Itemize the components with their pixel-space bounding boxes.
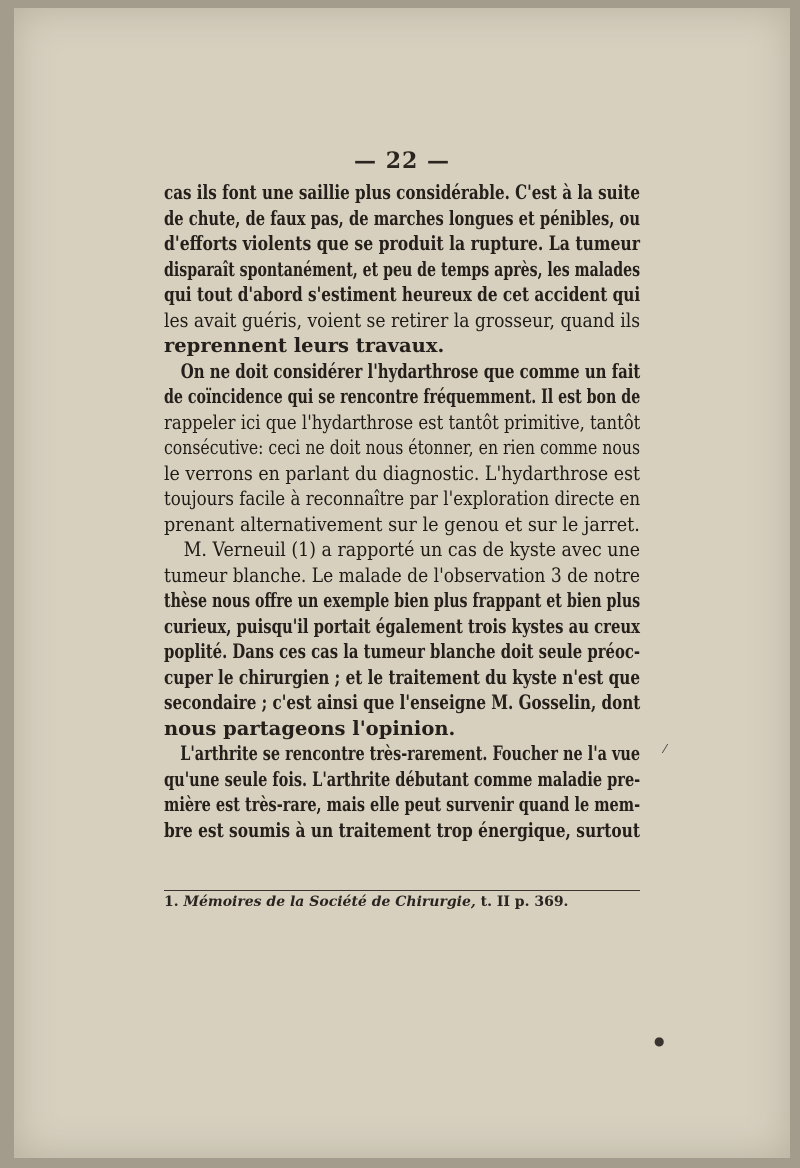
text-line: nous partageons l'opinion.: [164, 716, 456, 740]
text-line: cuper le chirurgien ; et le traitement du kyste n'est que: [164, 665, 641, 689]
text-line: reprennent leurs travaux.: [164, 334, 445, 357]
text-line: rappeler ici que l'hydarthrose est tantôt primitive, tantôt: [164, 410, 641, 434]
text-line: consécutive: ceci ne doit nous étonner, en rien comme nous: [164, 436, 641, 459]
text-line: d'efforts violents que se produit la rupture. La tumeur: [164, 232, 640, 255]
text-line: curieux, puisqu'il portait également trois kystes au creux: [164, 614, 640, 638]
text-line: les avait guéris, voient se retirer la grosseur, quand ils: [164, 308, 640, 332]
footnote-source: Mémoires de la Société de Chirurgie,: [183, 894, 476, 910]
page-number: — 22 —: [354, 148, 450, 174]
text-line: On ne doit considérer l'hydarthrose que comme un fait: [180, 359, 641, 383]
text-line: thèse nous offre un exemple bien plus frappant et bien plus: [164, 589, 641, 612]
margin-mark: ⁄: [664, 742, 667, 756]
text-line: mière est très-rare, mais elle peut survenir quand le mem-: [164, 793, 641, 816]
book-page: [14, 8, 790, 1158]
text-line: L'arthrite se rencontre très-rarement. Foucher ne l'a vue: [180, 742, 640, 765]
footnote-marker: 1.: [164, 894, 179, 910]
text-line: qui tout d'abord s'estiment heureux de cet accident qui: [164, 283, 641, 306]
text-line: tumeur blanche. Le malade de l'observation 3 de notre: [164, 563, 640, 587]
text-line: poplité. Dans ces cas la tumeur blanche doit seule préoc-: [164, 640, 640, 663]
text-line: le verrons en parlant du diagnostic. L'hydarthrose est: [164, 461, 640, 485]
text-line: disparaît spontanément, et peu de temps après, les malades: [164, 257, 641, 281]
text-line: secondaire ; c'est ainsi que l'enseigne M. Gosselin, dont: [164, 691, 641, 714]
text-line: toujours facile à reconnaître par l'exploration directe en: [164, 487, 641, 510]
text-line: prenant alternativement sur le genou et sur le jarret.: [164, 512, 640, 536]
text-line: M. Verneuil (1) a rapporté un cas de kyste avec une: [183, 538, 641, 561]
text-line: de chute, de faux pas, de marches longues et pénibles, ou: [164, 206, 640, 230]
body-text: [164, 180, 640, 843]
text-line: cas ils font une saillie plus considérable. C'est à la suite: [164, 181, 640, 204]
footnote-ref: t. II p. 369.: [480, 894, 569, 910]
footnote-rule: [164, 890, 640, 891]
text-line: bre est soumis à un traitement trop énergique, surtout: [164, 818, 641, 842]
text-line: qu'une seule fois. L'arthrite débutant comme maladie pre-: [164, 767, 641, 791]
margin-dot: ●: [654, 1034, 665, 1048]
text-line: de coïncidence qui se rencontre fréquemment. Il est bon de: [164, 385, 641, 408]
footnote: [164, 894, 640, 910]
